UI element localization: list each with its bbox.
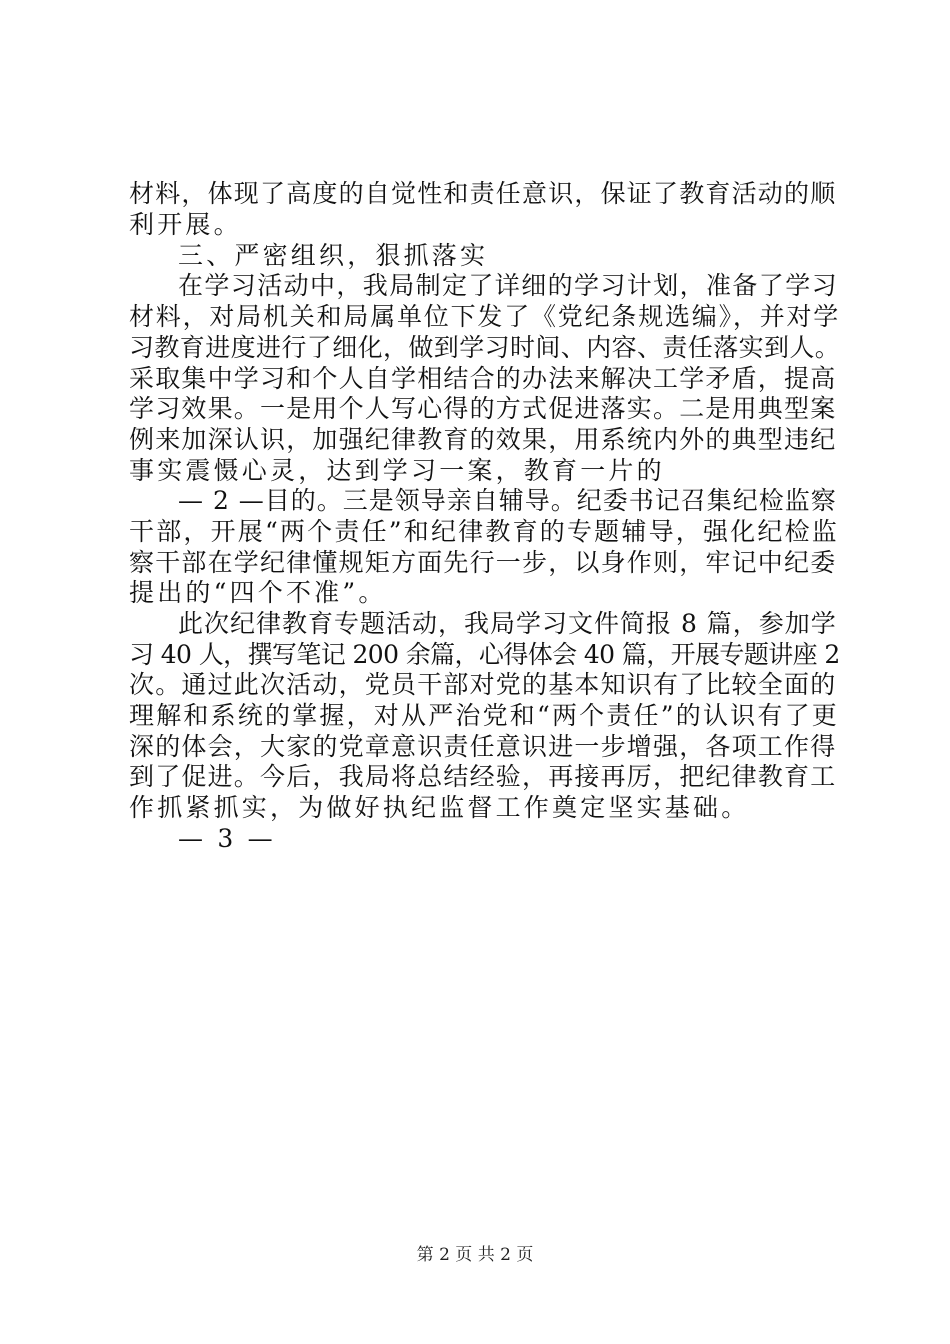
section-heading: 三、严密组织，狠抓落实 — [178, 241, 489, 270]
paragraph-line: 在学习活动中，我局制定了详细的学习计划，准备了学习 — [178, 271, 839, 300]
paragraph-line: 次。通过此次活动，党员干部对党的基本知识有了比较全面的 — [129, 670, 837, 699]
paragraph-line: 例来加深认识，加强纪律教育的效果，用系统内外的典型违纪 — [129, 425, 837, 454]
paragraph-line: 利开展。 — [129, 210, 242, 239]
paragraph-line: — 2 —目的。三是领导亲自辅导。纪委书记召集纪检监察 — [178, 486, 837, 515]
inline-page-number: — 3 — — [178, 824, 276, 853]
paragraph-line: 事实震慑心灵，达到学习一案，教育一片的 — [129, 456, 665, 485]
paragraph-line: 作抓紧抓实，为做好执纪监督工作奠定坚实基础。 — [129, 793, 750, 822]
paragraph-line: 此次纪律教育专题活动，我局学习文件简报 8 篇，参加学 — [178, 609, 837, 638]
paragraph-line: 理解和系统的掌握，对从严治党和“两个责任”的认识有了更 — [129, 701, 839, 730]
paragraph-line: 深的体会，大家的党章意识责任意识进一步增强，各项工作得 — [129, 732, 837, 761]
paragraph-line: 习教育进度进行了细化，做到学习时间、内容、责任落实到人。 — [129, 333, 841, 362]
paragraph-line: 干部，开展“两个责任”和纪律教育的专题辅导，强化纪检监 — [129, 517, 839, 546]
page-footer: 第 2 页 共 2 页 — [416, 1245, 534, 1265]
paragraph-line: 材料，对局机关和局属单位下发了《党纪条规选编》，并对学 — [129, 302, 841, 331]
paragraph-line: 材料，体现了高度的自觉性和责任意识，保证了教育活动的顺 — [129, 179, 837, 208]
paragraph-line: 采取集中学习和个人自学相结合的办法来解决工学矛盾，提高 — [129, 364, 837, 393]
paragraph-line: 察干部在学纪律懂规矩方面先行一步，以身作则，牢记中纪委 — [129, 548, 837, 577]
paragraph-line: 学习效果。一是用个人写心得的方式促进落实。二是用典型案 — [129, 394, 837, 423]
paragraph-line: 习 40 人，撰写笔记 200 余篇，心得体会 40 篇，开展专题讲座 2 — [129, 640, 840, 669]
paragraph-line: 到了促进。今后，我局将总结经验，再接再厉，把纪律教育工 — [129, 762, 837, 791]
paragraph-line: 提出的“四个不准”。 — [129, 578, 387, 607]
